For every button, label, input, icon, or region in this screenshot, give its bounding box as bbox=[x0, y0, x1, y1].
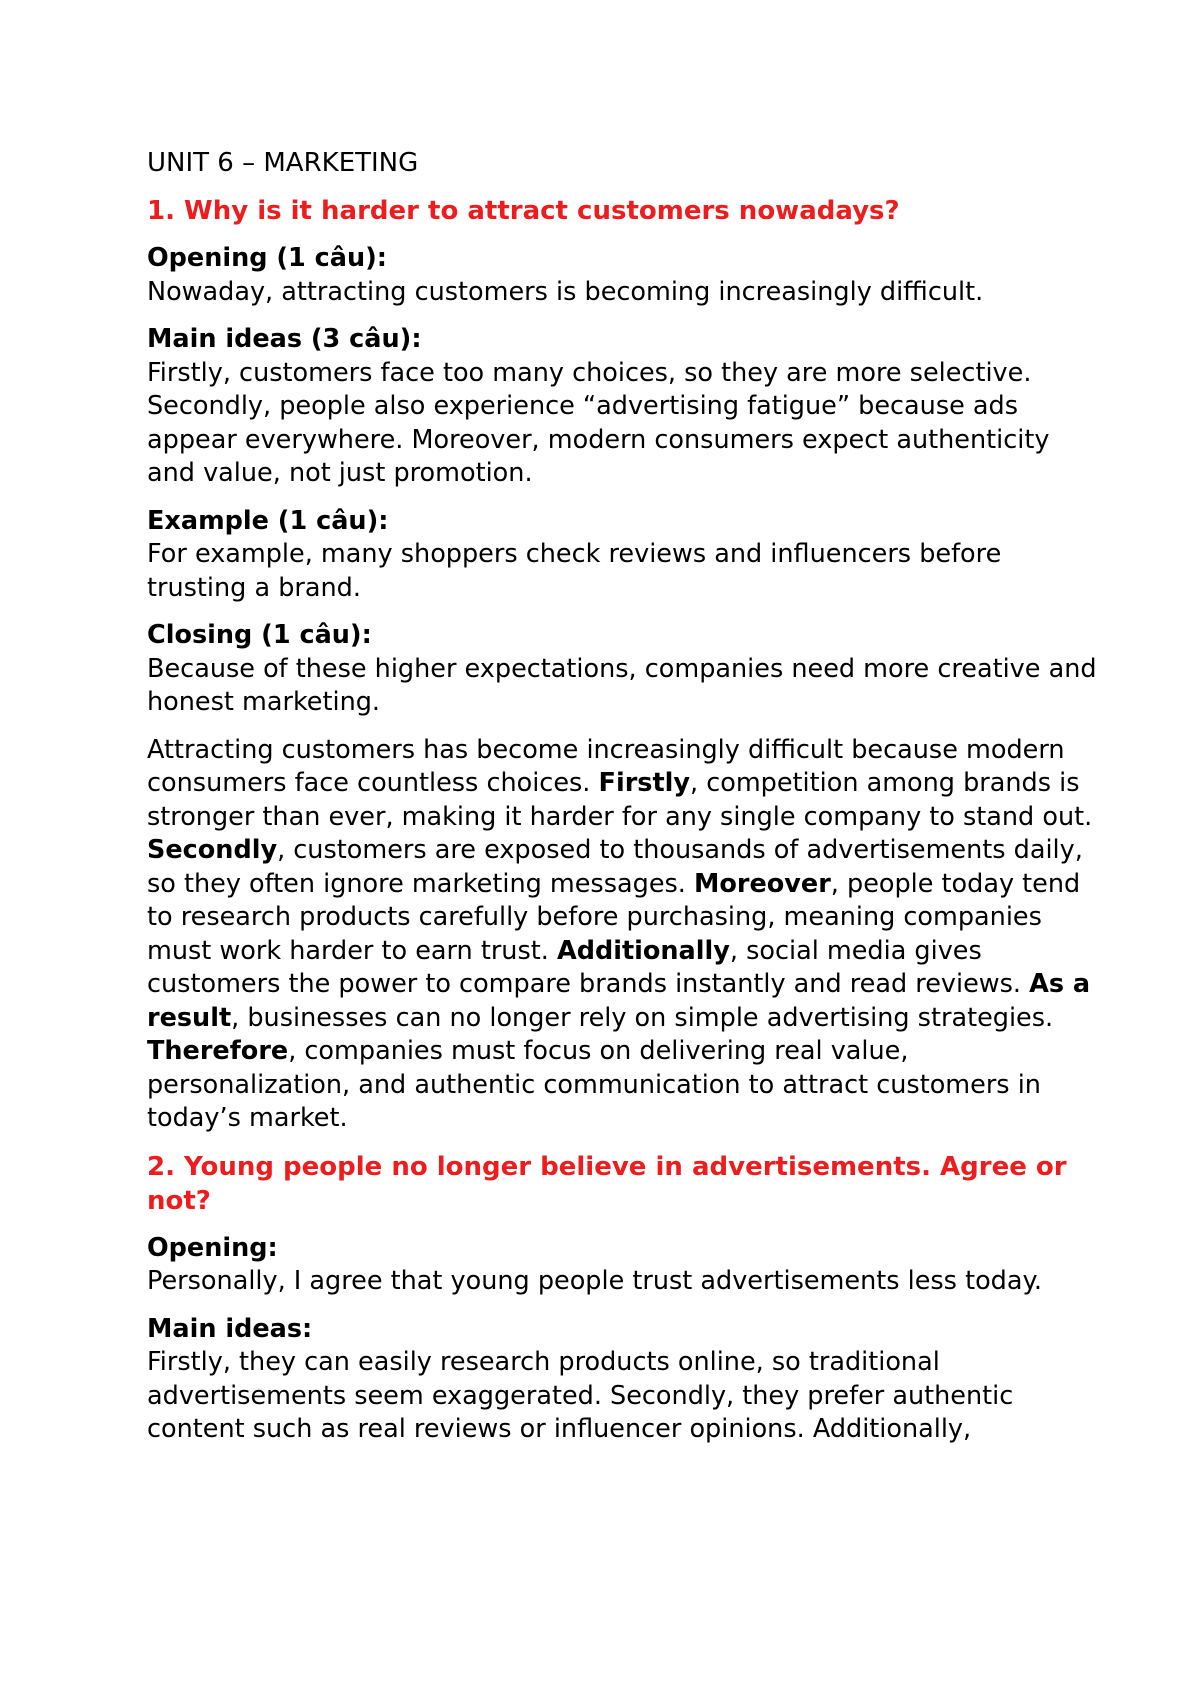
essay-keyword: Moreover bbox=[694, 868, 831, 899]
q1-example-section bbox=[147, 505, 1100, 606]
question-1: 1. Why is it harder to attract customers nowadays? bbox=[147, 196, 900, 226]
q1-opening-text: Nowaday, attracting customers is becoming increasingly difficult. bbox=[147, 276, 984, 307]
q2-main-ideas-label: Main ideas: bbox=[147, 1313, 313, 1344]
q2-main-ideas-section bbox=[147, 1313, 1100, 1447]
q2-opening-label: Opening: bbox=[147, 1232, 278, 1263]
q2-opening-text: Personally, I agree that young people trust advertisements less today. bbox=[147, 1266, 1043, 1296]
q2-main-ideas-text: Firstly, they can easily research products online, so traditional advertisements seem exaggerated. Secondly, they prefer authentic content such as real reviews or influencer opinions. Additionally, bbox=[147, 1347, 1014, 1444]
unit-title: UNIT 6 – MARKETING bbox=[147, 148, 419, 178]
essay-sentence: Attracting customers has become increasingly difficult because modern consumers face countless choices. bbox=[147, 734, 1065, 798]
essay-keyword: As a result bbox=[147, 969, 1091, 1033]
q1-main-ideas-label: Main ideas (3 câu): bbox=[147, 324, 422, 354]
q1-example-text: For example, many shoppers check reviews and influencers before trusting a brand. bbox=[147, 539, 1002, 603]
essay-keyword: Additionally bbox=[556, 935, 730, 966]
q1-opening-label: Opening (1 câu): bbox=[147, 243, 388, 273]
q2-opening-section bbox=[147, 1232, 1100, 1299]
q1-essay-paragraph bbox=[147, 734, 1100, 1136]
essay-sentence: , companies must focus on delivering real value, personalization, and authentic communication to attract customers in today’s market. bbox=[147, 1036, 1041, 1133]
essay-keyword: Secondly bbox=[147, 835, 278, 865]
essay-sentence: , competition among brands is stronger than ever, making it harder for any single company to stand out. bbox=[147, 768, 1093, 832]
question-2: 2. Young people no longer believe in advertisements. Agree or not? bbox=[147, 1151, 1067, 1216]
essay-sentence: , social media gives customers the power to compare brands instantly and read reviews. bbox=[147, 935, 1030, 999]
essay-keyword: Therefore bbox=[147, 1036, 289, 1066]
essay-sentence: , businesses can no longer rely on simple advertising strategies. bbox=[231, 1002, 1054, 1033]
q1-opening-section bbox=[147, 242, 1100, 309]
essay-sentence: , people today tend to research products carefully before purchasing, meaning companies must work harder to earn trust. bbox=[147, 868, 1081, 966]
q1-main-ideas-text: Firstly, customers face too many choices, so they are more selective. Secondly, people also experience “advertising fatigue” because ads appear everywhere. Moreover, modern consumers expect authenticity and value, not just promotion. bbox=[147, 357, 1050, 488]
q1-closing-label: Closing (1 câu): bbox=[147, 620, 372, 650]
q1-closing-section bbox=[147, 619, 1100, 720]
q1-main-ideas-section bbox=[147, 323, 1100, 491]
q1-example-label: Example (1 câu): bbox=[147, 505, 389, 536]
q1-closing-text: Because of these higher expectations, companies need more creative and honest marketing. bbox=[147, 653, 1097, 717]
essay-keyword: Firstly bbox=[598, 768, 690, 798]
essay-sentence: , customers are exposed to thousands of advertisements daily, so they often ignore marketing messages. bbox=[147, 835, 1083, 899]
